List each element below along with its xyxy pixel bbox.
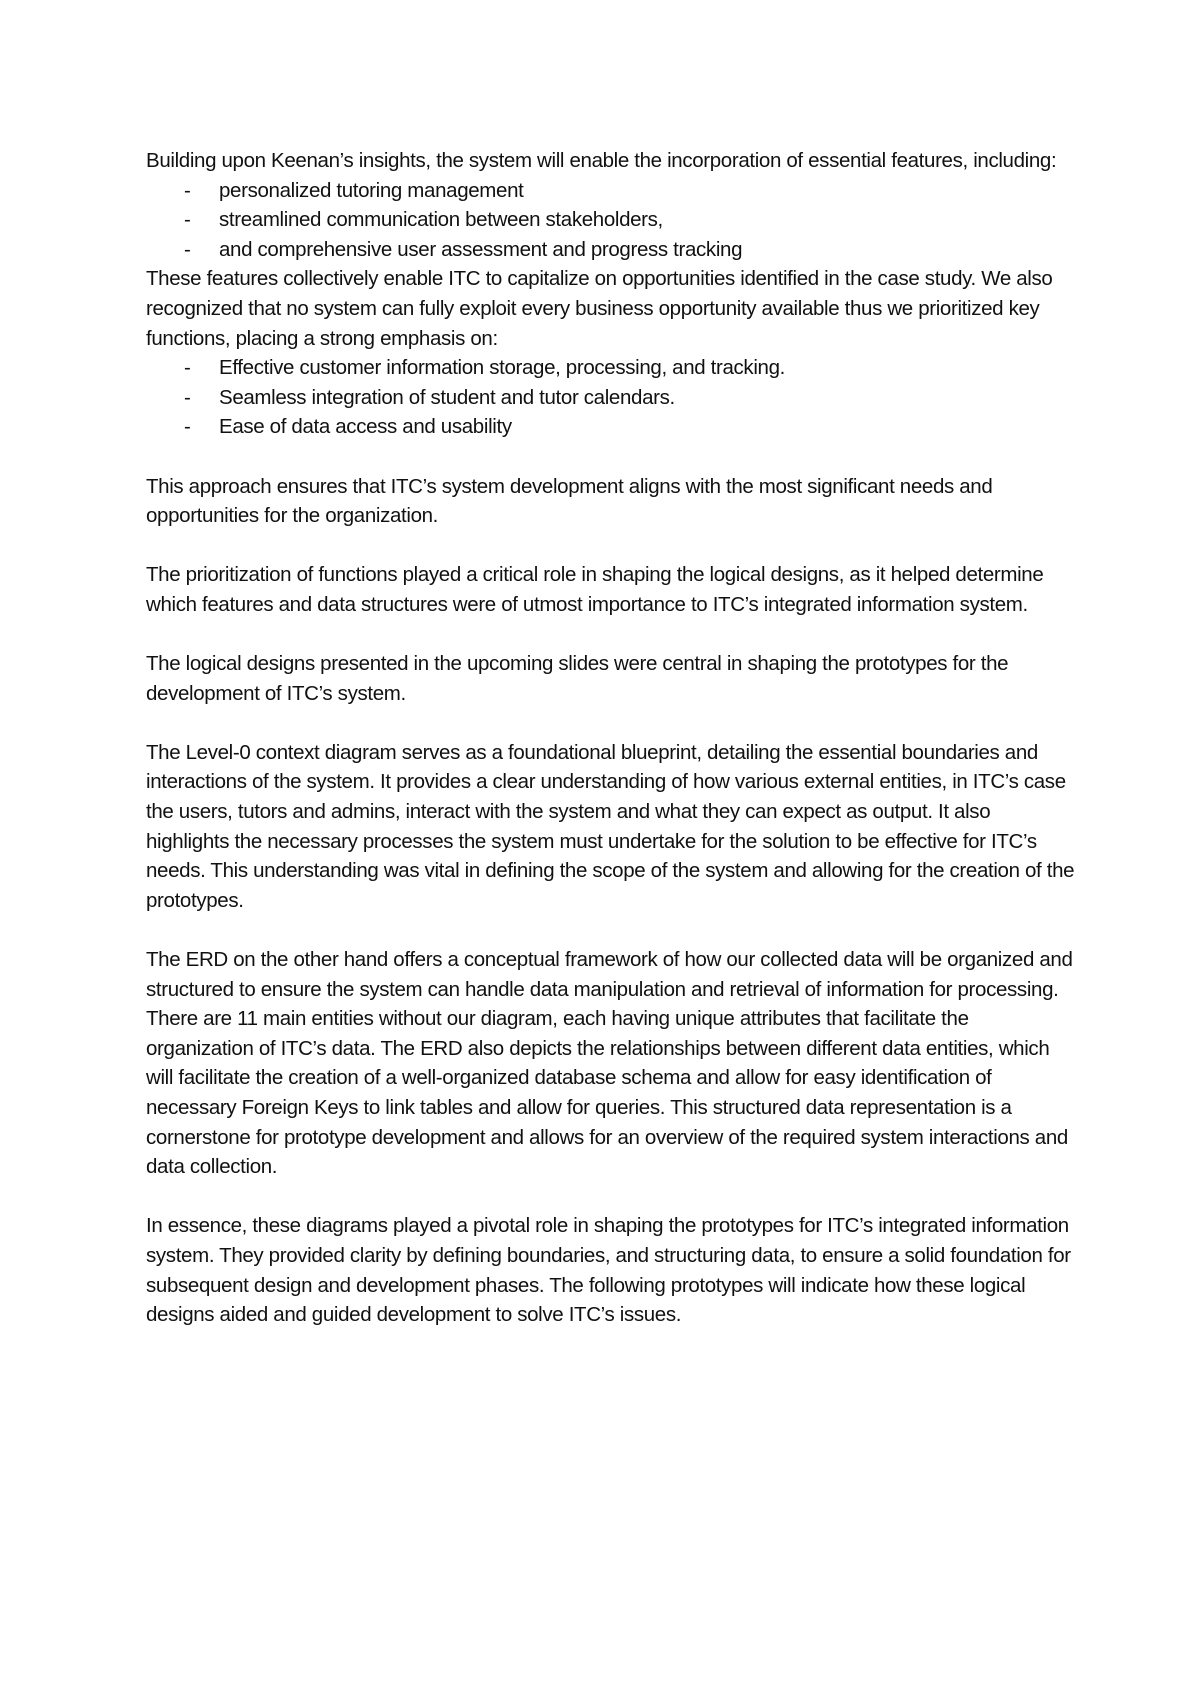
features-list — [146, 176, 1076, 265]
paragraph-gap — [146, 1182, 1076, 1212]
paragraph-gap — [146, 915, 1076, 945]
features-followup-paragraph: These features collectively enable ITC to capitalize on opportunities identified in the case study. We also recognized that no system can fully exploit every business opportunity available thus we prioritized key functions, placing a strong emphasis on: — [146, 267, 1053, 350]
list-item-text: Seamless integration of student and tutor calendars. — [219, 385, 675, 409]
dash-bullet: - — [184, 178, 191, 202]
list-item — [146, 353, 1076, 383]
paragraph-gap — [146, 620, 1076, 650]
paragraph-gap — [146, 531, 1076, 561]
dash-bullet: - — [184, 385, 191, 409]
list-item-text: streamlined communication between stakeholders, — [219, 208, 663, 232]
intro-paragraph: Building upon Keenan’s insights, the system will enable the incorporation of essential features, including: — [146, 149, 1057, 172]
dash-bullet: - — [184, 208, 191, 232]
approach-paragraph: This approach ensures that ITC’s system development aligns with the most significant needs and opportunities for the organization. — [146, 474, 993, 528]
list-item — [146, 176, 1076, 206]
list-item — [146, 383, 1076, 413]
logical-designs-paragraph: The logical designs presented in the upcoming slides were central in shaping the prototypes for the development of ITC’s system. — [146, 652, 1009, 705]
paragraph-gap — [146, 442, 1076, 472]
list-item — [146, 205, 1076, 235]
list-item — [146, 412, 1076, 442]
document-body — [146, 146, 1076, 1330]
list-item — [146, 235, 1076, 265]
list-item-text: Ease of data access and usability — [219, 415, 512, 439]
erd-paragraph: The ERD on the other hand offers a conceptual framework of how our collected data will be organized and structured to ensure the system can handle data manipulation and retrieval of information for processing. There are 11 main entities without our diagram, each having unique attributes that facilitate the organization of ITC’s data. The ERD also depicts the relationships between different data entities, which will facilitate the creation of a well-organized database schema and allow for easy identification of necessary Foreign Keys to link tables and allow for queries. This structured data representation is a cornerstone for prototype development and allows for an overview of the required system interactions and data collection. — [146, 948, 1073, 1179]
prioritization-paragraph: The prioritization of functions played a critical role in shaping the logical designs, as it helped determine which features and data structures were of utmost importance to ITC’s integrated information system. — [146, 563, 1044, 616]
priorities-list — [146, 353, 1076, 442]
list-item-text: personalized tutoring management — [219, 178, 524, 202]
paragraph-gap — [146, 708, 1076, 738]
dash-bullet: - — [184, 356, 191, 380]
dash-bullet: - — [184, 415, 191, 439]
list-item-text: Effective customer information storage, processing, and tracking. — [219, 356, 785, 380]
context-diagram-paragraph: The Level-0 context diagram serves as a foundational blueprint, detailing the essential boundaries and interactions of the system. It provides a clear understanding of how various external entities, in ITC’s case the users, tutors and admins, interact with the system and what they can expect as output. It also highlights the necessary processes the system must undertake for the solution to be effective for ITC’s needs. This understanding was vital in defining the scope of the system and allowing for the creation of the prototypes. — [146, 740, 1075, 912]
list-item-text: and comprehensive user assessment and progress tracking — [219, 237, 743, 261]
conclusion-paragraph: In essence, these diagrams played a pivotal role in shaping the prototypes for ITC’s integrated information system. They provided clarity by defining boundaries, and structuring data, to ensure a solid foundation for subsequent design and development phases. The following prototypes will indicate how these logical designs aided and guided development to solve ITC’s issues. — [146, 1214, 1071, 1327]
dash-bullet: - — [184, 237, 191, 261]
